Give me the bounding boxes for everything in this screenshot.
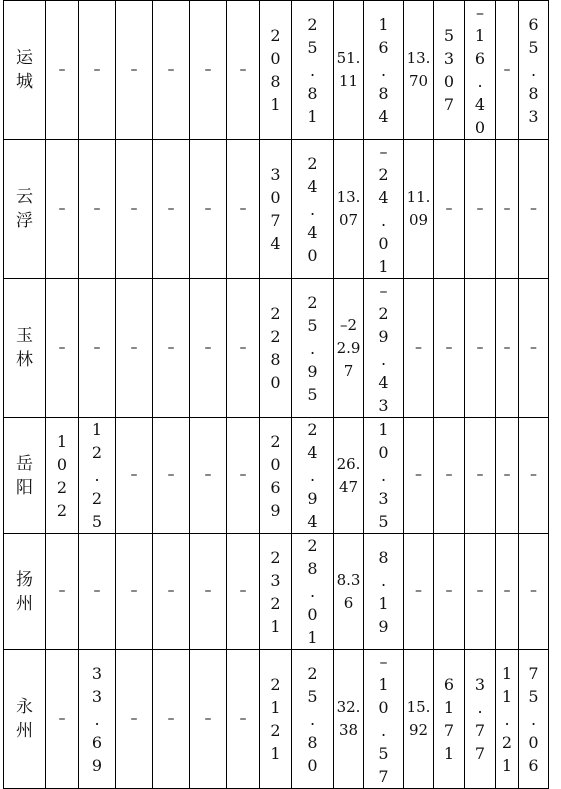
city-name: 玉林: [16, 326, 33, 370]
empty-value: –: [530, 467, 537, 483]
cell-value: 6171: [443, 675, 455, 763]
empty-value: –: [58, 339, 66, 356]
table-cell: [364, 1, 404, 140]
empty-value: –: [204, 339, 212, 356]
table-cell: [46, 650, 79, 789]
empty-value: –: [130, 467, 138, 483]
table-row: [4, 650, 549, 789]
table-cell: [260, 140, 292, 279]
empty-value: –: [530, 200, 537, 217]
empty-value: –: [476, 200, 484, 217]
empty-value: –: [167, 61, 175, 78]
city-cell: [4, 650, 46, 789]
cell-value: 10.35: [378, 420, 389, 531]
empty-value: –: [239, 61, 247, 78]
cell-value: 15.92: [406, 698, 431, 739]
empty-value: –: [167, 339, 175, 356]
table-cell: [116, 650, 153, 789]
empty-value: –: [445, 583, 453, 599]
table-cell: [153, 534, 190, 650]
empty-value: –: [93, 339, 101, 356]
city-cell: [4, 534, 46, 650]
cell-value: 2321: [270, 547, 281, 636]
table-cell: [46, 279, 79, 418]
empty-value: –: [167, 583, 175, 599]
table-cell: [496, 534, 519, 650]
table-cell: [496, 279, 519, 418]
table-cell: [153, 1, 190, 140]
empty-value: –: [445, 467, 453, 483]
table-cell: [260, 650, 292, 789]
table-cell: [404, 279, 434, 418]
empty-value: –: [204, 61, 212, 78]
table-cell: [227, 418, 260, 534]
empty-value: –: [58, 583, 66, 599]
cell-value: 33.69: [91, 663, 103, 775]
table-cell: [116, 279, 153, 418]
city-name: 永州: [16, 697, 33, 741]
table-cell: [153, 418, 190, 534]
table-cell: [519, 279, 549, 418]
table-cell: [260, 534, 292, 650]
table-cell: [496, 140, 519, 279]
cell-value: –24.01: [378, 142, 389, 276]
cell-value: 32.38: [336, 698, 361, 739]
table-cell: [465, 279, 496, 418]
empty-value: –: [503, 467, 511, 483]
city-cell: [4, 1, 46, 140]
table-row: [4, 1, 549, 140]
table-cell: [465, 140, 496, 279]
table-cell: [334, 534, 364, 650]
table-cell: [153, 140, 190, 279]
table-cell: [519, 650, 549, 789]
table-cell: [404, 140, 434, 279]
empty-value: –: [239, 467, 247, 483]
cell-value: –10.57: [378, 652, 389, 786]
cell-value: 1022: [56, 431, 68, 520]
cell-value: 2280: [270, 304, 281, 392]
table-cell: [190, 418, 227, 534]
empty-value: –: [239, 710, 247, 727]
empty-value: –: [503, 61, 511, 78]
empty-value: –: [130, 583, 138, 599]
table-cell: [46, 1, 79, 140]
empty-value: –: [93, 583, 101, 599]
cell-value: 25.80: [307, 663, 318, 775]
cell-value: 2081: [270, 26, 281, 114]
empty-value: –: [130, 61, 138, 78]
city-cell: [4, 140, 46, 279]
empty-value: –: [503, 583, 511, 599]
city-name: 运城: [16, 48, 33, 92]
table-cell: [364, 279, 404, 418]
cell-value: 8.19: [378, 547, 389, 636]
cell-value: 65.83: [528, 14, 539, 126]
table-cell: [46, 140, 79, 279]
table-cell: [496, 650, 519, 789]
table-cell: [434, 1, 465, 140]
cell-value: 3.77: [474, 675, 486, 763]
table-cell: [434, 140, 465, 279]
empty-value: –: [204, 467, 212, 483]
table-row: [4, 534, 549, 650]
cell-value: 2121: [270, 675, 281, 763]
cell-value: 12.25: [91, 420, 103, 531]
empty-value: –: [130, 339, 138, 356]
table-cell: [227, 1, 260, 140]
cell-value: 11.09: [406, 188, 431, 229]
empty-value: –: [476, 467, 484, 483]
table-cell: [404, 418, 434, 534]
table-cell: [519, 418, 549, 534]
table-cell: [227, 140, 260, 279]
cell-value: 75.06: [528, 663, 539, 775]
empty-value: –: [130, 710, 138, 727]
empty-value: –: [239, 583, 247, 599]
cell-value: 51.11: [336, 49, 361, 90]
table-cell: [79, 140, 116, 279]
table-cell: [364, 418, 404, 534]
table-cell: [496, 418, 519, 534]
table-cell: [364, 650, 404, 789]
table-cell: [404, 1, 434, 140]
table-cell: [116, 140, 153, 279]
table-cell: [465, 418, 496, 534]
table-row: [4, 140, 549, 279]
table-cell: [434, 279, 465, 418]
table-cell: [334, 279, 364, 418]
table-cell: [519, 1, 549, 140]
empty-value: –: [239, 200, 247, 217]
table-cell: [116, 1, 153, 140]
cell-value: –22.97: [336, 315, 361, 380]
empty-value: –: [503, 339, 511, 356]
cell-value: 24.40: [307, 153, 318, 265]
cell-value: –16.40: [474, 3, 486, 137]
cell-value: 13.70: [406, 49, 431, 90]
table-row: [4, 418, 549, 534]
table-cell: [364, 140, 404, 279]
table-cell: [116, 534, 153, 650]
table-cell: [292, 534, 334, 650]
table-cell: [116, 418, 153, 534]
cell-value: 11.21: [501, 663, 513, 775]
table-cell: [496, 1, 519, 140]
cell-value: 13.07: [336, 188, 361, 229]
table-cell: [79, 418, 116, 534]
cell-value: 24.94: [307, 420, 318, 531]
table-cell: [465, 1, 496, 140]
city-cell: [4, 279, 46, 418]
empty-value: –: [58, 710, 66, 727]
cell-value: –29.43: [378, 281, 389, 415]
city-cell: [4, 418, 46, 534]
table-cell: [227, 279, 260, 418]
empty-value: –: [530, 339, 537, 356]
table-cell: [190, 1, 227, 140]
empty-value: –: [476, 339, 484, 356]
empty-value: –: [93, 61, 101, 78]
table-cell: [334, 650, 364, 789]
table-cell: [190, 650, 227, 789]
empty-value: –: [58, 200, 66, 217]
empty-value: –: [530, 583, 537, 599]
table-cell: [190, 279, 227, 418]
empty-value: –: [415, 339, 422, 356]
table-cell: [404, 534, 434, 650]
table-cell: [46, 534, 79, 650]
table-cell: [46, 418, 79, 534]
cell-value: 8.36: [336, 570, 361, 612]
table-cell: [334, 1, 364, 140]
table-cell: [364, 534, 404, 650]
cell-value: 2069: [270, 431, 281, 520]
table-cell: [79, 534, 116, 650]
empty-value: –: [204, 200, 212, 217]
city-name: 扬州: [16, 569, 33, 614]
table-row: [4, 279, 549, 418]
table-cell: [260, 418, 292, 534]
cell-value: 5307: [443, 26, 455, 114]
empty-value: –: [415, 467, 422, 483]
table-cell: [334, 140, 364, 279]
table-cell: [465, 534, 496, 650]
table-cell: [227, 650, 260, 789]
table-cell: [434, 650, 465, 789]
cell-value: 28.01: [307, 536, 318, 647]
empty-value: –: [503, 200, 511, 217]
table-cell: [260, 279, 292, 418]
empty-value: –: [167, 467, 175, 483]
empty-value: –: [476, 583, 484, 599]
table-cell: [292, 418, 334, 534]
table-cell: [190, 534, 227, 650]
table-cell: [190, 140, 227, 279]
cell-value: 16.84: [378, 14, 389, 126]
empty-value: –: [204, 710, 212, 727]
table-cell: [260, 1, 292, 140]
table-cell: [227, 534, 260, 650]
table-cell: [334, 418, 364, 534]
city-name: 云浮: [16, 187, 33, 231]
table-cell: [292, 279, 334, 418]
empty-value: –: [204, 583, 212, 599]
table-cell: [404, 650, 434, 789]
cell-value: 3074: [270, 165, 281, 253]
table-cell: [519, 140, 549, 279]
table-cell: [292, 140, 334, 279]
table-cell: [79, 1, 116, 140]
empty-value: –: [415, 583, 422, 599]
table-cell: [292, 1, 334, 140]
table-cell: [153, 279, 190, 418]
empty-value: –: [167, 710, 175, 727]
table-cell: [434, 418, 465, 534]
cell-value: 25.81: [307, 14, 318, 126]
empty-value: –: [445, 339, 453, 356]
table-cell: [79, 650, 116, 789]
cell-value: 25.95: [307, 292, 318, 404]
table-cell: [465, 650, 496, 789]
city-name: 岳阳: [16, 453, 33, 498]
table-cell: [434, 534, 465, 650]
empty-value: –: [239, 339, 247, 356]
empty-value: –: [58, 61, 66, 78]
empty-value: –: [130, 200, 138, 217]
cell-value: 26.47: [336, 454, 361, 496]
empty-value: –: [445, 200, 453, 217]
table-cell: [292, 650, 334, 789]
data-table: [3, 0, 549, 789]
table-cell: [153, 650, 190, 789]
empty-value: –: [167, 200, 175, 217]
empty-value: –: [93, 200, 101, 217]
table-cell: [79, 279, 116, 418]
table-cell: [519, 534, 549, 650]
